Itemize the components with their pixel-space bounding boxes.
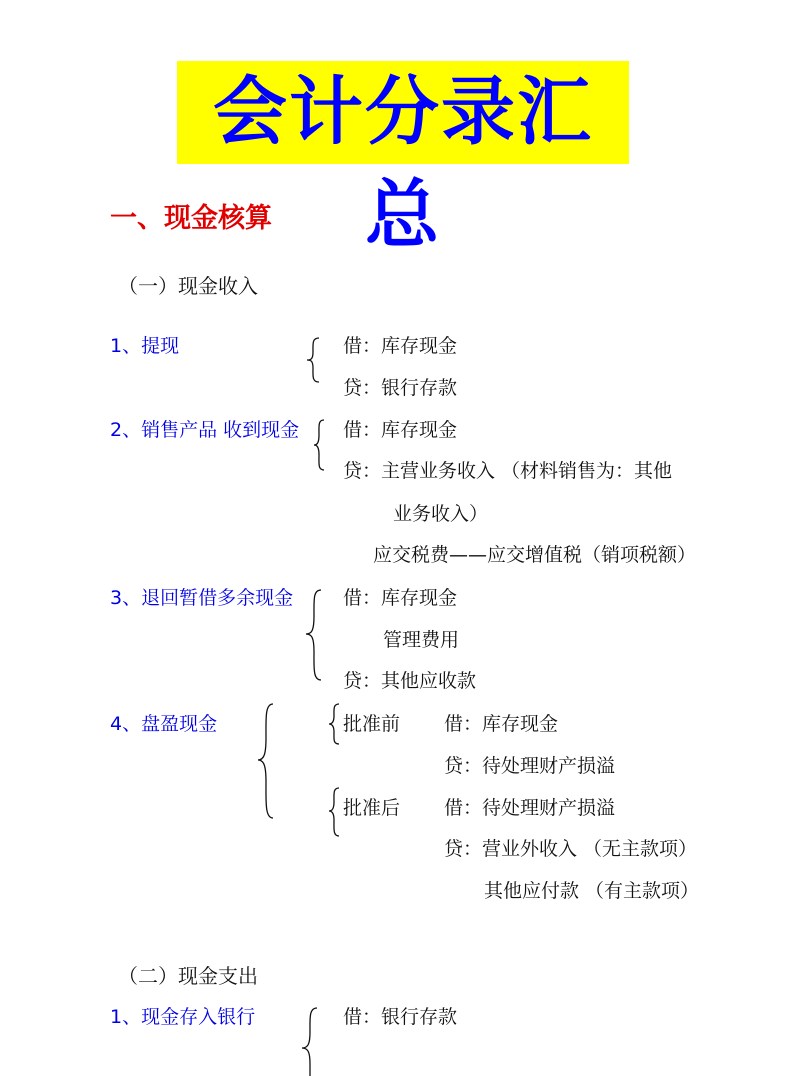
entry-line: 借：库存现金 (343, 587, 458, 609)
subsection-heading-expense: （二）现金支出 (118, 964, 258, 988)
brace-icon (327, 702, 341, 748)
entry-line: 贷：待处理财产损溢 (444, 755, 616, 777)
entry-line: 贷：银行存款 (343, 377, 458, 399)
section-heading: 一、现金核算 (110, 203, 272, 234)
entry-line: 业务收入） (393, 503, 489, 525)
brace-icon (304, 588, 324, 684)
entry-line: 应交税费——应交增值税（销项税额） (373, 544, 697, 566)
brace-icon (300, 1006, 320, 1076)
item-label-deposit-bank: 1、现金存入银行 (110, 1006, 256, 1028)
brace-icon (305, 336, 321, 386)
entry-line: 借：库存现金 (444, 713, 559, 735)
entry-line: 管理费用 (383, 629, 460, 651)
page-title: 会计分录汇总 (213, 69, 593, 258)
entry-line: 借：银行存款 (343, 1006, 458, 1028)
brace-icon (256, 702, 276, 822)
entry-line: 贷：其他应收款 (343, 670, 477, 692)
item-label-cash-surplus: 4、盘盈现金 (110, 713, 218, 735)
entry-line: 借：库存现金 (343, 419, 458, 441)
entry-line: 借：库存现金 (343, 335, 458, 357)
item-label-return-cash: 3、退回暂借多余现金 (110, 587, 294, 609)
approval-after-label: 批准后 (343, 797, 401, 819)
item-label-withdraw: 1、提现 (110, 335, 180, 357)
entry-line: 贷：主营业务收入 （材料销售为：其他 (343, 460, 673, 482)
item-label-sales-cash: 2、销售产品 收到现金 (110, 419, 300, 441)
subsection-heading-income: （一）现金收入 (118, 274, 258, 298)
brace-icon (327, 786, 341, 840)
approval-before-label: 批准前 (343, 713, 401, 735)
entry-line: 其他应付款 （有主款项） (484, 880, 700, 902)
entry-line: 借：待处理财产损溢 (444, 797, 616, 819)
brace-icon (312, 418, 326, 474)
entry-line: 贷：营业外收入 （无主款项） (444, 838, 698, 860)
